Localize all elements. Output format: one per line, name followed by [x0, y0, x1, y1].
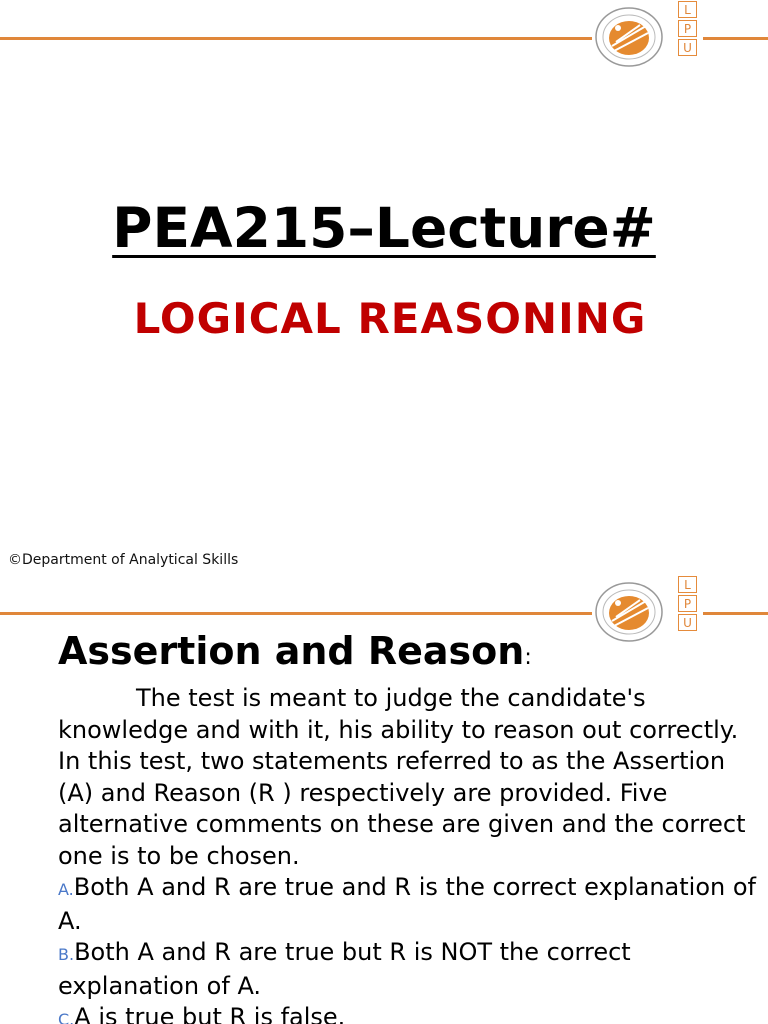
option-text: A is true but R is false.	[74, 1003, 346, 1024]
intro-paragraph	[58, 683, 758, 872]
header-rule-right	[703, 37, 768, 40]
lpu-letter: L	[678, 1, 697, 18]
lpu-seal-icon	[594, 581, 664, 643]
slide-title	[0, 196, 768, 260]
intro-text: The test is meant to judge the candidate's knowledge and with it, his ability to reason out correctly. In this test, two statements referred to as the Assertion (A) and Reason (R ) respectively are provided. Five alternative comments on these are given and the correct one is to be chosen.	[58, 684, 746, 870]
lpu-logo	[594, 0, 704, 72]
slide-subtitle: LOGICAL REASONING	[133, 294, 647, 343]
option-text: Both A and R are true but R is NOT the correct explanation of A.	[58, 938, 631, 1000]
option-marker: B.	[58, 945, 75, 964]
lpu-logo	[594, 575, 704, 647]
lpu-seal-icon	[594, 6, 664, 68]
header-rule-left	[0, 37, 592, 40]
slide-2	[0, 575, 768, 1024]
lpu-letter: L	[678, 576, 697, 593]
header-rule-right	[703, 612, 768, 615]
copyright-footer: ©Department of Analytical Skills	[8, 552, 239, 568]
lpu-letters	[678, 576, 697, 633]
option-item	[58, 872, 758, 937]
option-item	[58, 1002, 758, 1024]
lpu-letter: U	[678, 39, 697, 56]
lpu-letter: P	[678, 20, 697, 37]
lpu-letter: P	[678, 595, 697, 612]
lpu-letters	[678, 1, 697, 58]
header-rule-left	[0, 612, 592, 615]
option-text: Both A and R are true and R is the correct explanation of A.	[58, 873, 756, 935]
option-marker: C.	[58, 1010, 75, 1024]
slide-title-text: PEA215–Lecture#	[112, 196, 656, 260]
slide-body	[58, 683, 758, 1024]
option-marker: A.	[58, 880, 74, 899]
heading-colon: :	[524, 645, 532, 670]
section-heading-text: Assertion and Reason	[58, 629, 525, 673]
option-item	[58, 937, 758, 1002]
lpu-letter: U	[678, 614, 697, 631]
section-heading	[58, 629, 532, 673]
